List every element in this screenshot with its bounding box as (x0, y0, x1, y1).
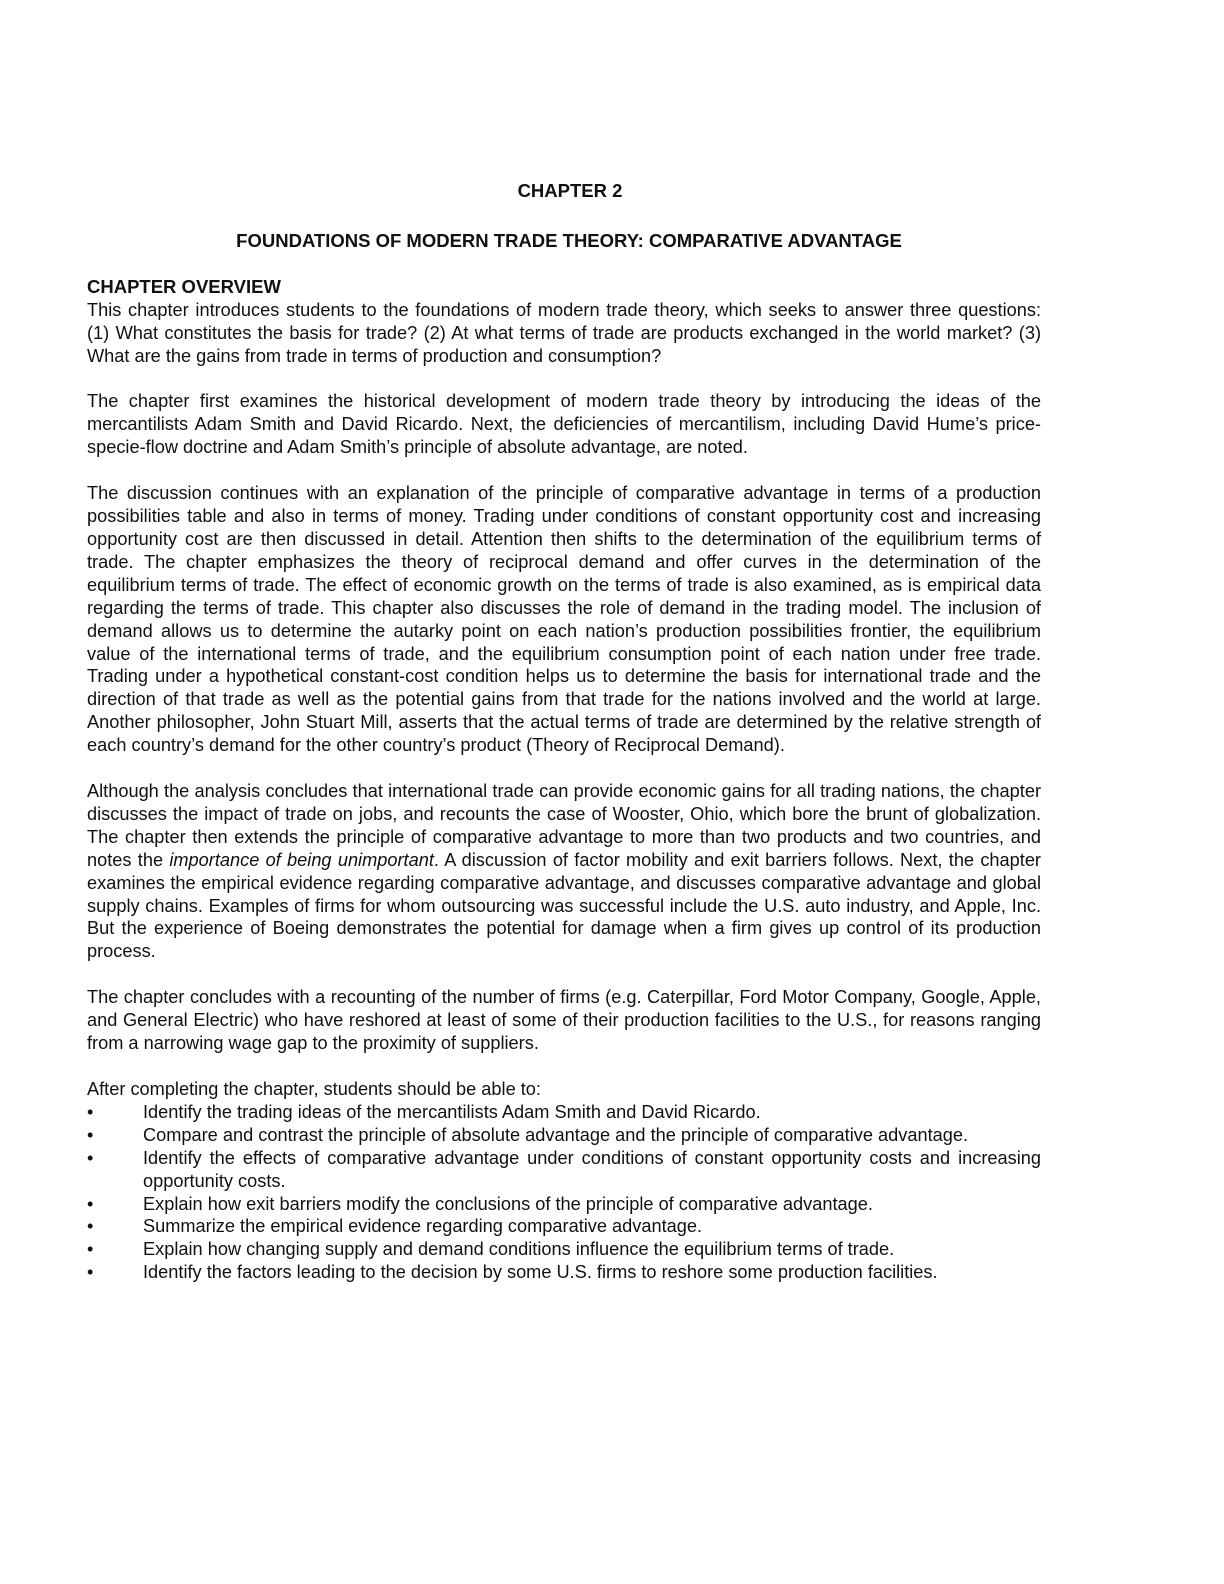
bullet-icon: • (87, 1239, 94, 1260)
bullet-icon: • (87, 1147, 94, 1168)
objective-item: • Explain how changing supply and demand conditions influence the equilibrium terms of trade. (87, 1239, 895, 1260)
objective-item: • Compare and contrast the principle of absolute advantage and the principle of comparative advantage. (87, 1124, 969, 1145)
document-page (87, 180, 1041, 1284)
objective-item: • Summarize the empirical evidence regarding comparative advantage. (87, 1216, 703, 1237)
paragraph-4-text-end: . A discussion of factor mobility and exit barriers follows. Next, the chapter examines the empirical evidence regarding comparative advantage, and discusses comparative advantage and global supply chains. Examples of firms for whom outsourcing was successful include the U.S. auto industry, and Apple, Inc. But the experience of Boeing demonstrates the potential for damage when a firm gives up control of its production process. (87, 849, 1041, 962)
bullet-icon: • (87, 1262, 94, 1283)
bullet-icon: • (87, 1101, 94, 1122)
objective-item: • Identify the effects of comparative advantage under conditions of constant opportunity costs and increasing opportunity costs. (87, 1147, 1041, 1191)
italic-phrase: importance of being unimportant (169, 849, 434, 870)
objective-item: • Identify the trading ideas of the mercantilists Adam Smith and David Ricardo. (87, 1101, 761, 1122)
bullet-icon: • (87, 1216, 94, 1237)
objective-item: • Explain how exit barriers modify the conclusions of the principle of comparative advantage. (87, 1193, 873, 1214)
chapter-title: FOUNDATIONS OF MODERN TRADE THEORY: COMPARATIVE ADVANTAGE (236, 229, 902, 251)
bullet-icon: • (87, 1124, 94, 1145)
objectives-intro: After completing the chapter, students should be able to: (87, 1079, 541, 1099)
overview-paragraph-3: The discussion continues with an explanation of the principle of comparative advantage in terms of a production possibilities table and also in terms of money. Trading under conditions of constant opportunity cost and increasing opportunity cost are then discussed in detail. Attention then shifts to the determination of the equilibrium terms of trade. The chapter emphasizes the theory of reciprocal demand and offer curves in the determination of the equilibrium terms of trade. The effect of economic growth on the terms of trade is also examined, as is empirical data regarding the terms of trade. This chapter also discusses the role of demand in the trading model. The inclusion of demand allows us to determine the autarky point on each nation’s production possibilities frontier, the equilibrium value of the international terms of trade, and the equilibrium consumption point of each nation under free trade. Trading under a hypothetical constant-cost condition helps us to determine the basis for international trade and the direction of that trade as well as the potential gains from that trade for the nations involved and the world at large. Another philosopher, John Stuart Mill, asserts that the actual terms of trade are determined by the relative strength of each country’s demand for the other country’s product (Theory of Reciprocal Demand). (87, 483, 1041, 756)
paragraph-4-text-start: Although the analysis concludes that international trade can provide economic gains for all trading nations, the chapter discusses the impact of trade on jobs, and recounts the case of Wooster, Ohio, which bore the brunt of globalization. The chapter then extends the principle of comparative advantage to more than two products and two countries, and notes the (87, 781, 1041, 870)
overview-paragraph-2: The chapter first examines the historical development of modern trade theory by introducing the ideas of the mercantilists Adam Smith and David Ricardo. Next, the deficiencies of mercantilism, including David Hume’s price-specie-flow doctrine and Adam Smith’s principle of absolute advantage, are noted. (87, 391, 1041, 458)
overview-paragraph-5: The chapter concludes with a recounting of the number of firms (e.g. Caterpillar, Ford Motor Company, Google, Apple, and General Electric) who have reshored at least of some of their production facilities to the U.S., for reasons ranging from a narrowing wage gap to the proximity of suppliers. (87, 987, 1041, 1054)
overview-paragraph-4 (87, 780, 1041, 963)
objectives-list (87, 1101, 1041, 1284)
chapter-number: CHAPTER 2 (517, 180, 623, 201)
overview-paragraph-1: This chapter introduces students to the foundations of modern trade theory, which seeks to answer three questions: (1) What constitutes the basis for trade? (2) At what terms of trade are products exchanged in the world market? (3) What are the gains from trade in terms of production and consumption? (87, 299, 1041, 366)
section-heading: CHAPTER OVERVIEW (87, 275, 281, 297)
bullet-icon: • (87, 1193, 94, 1214)
objective-item: • Identify the factors leading to the decision by some U.S. firms to reshore some production facilities. (87, 1262, 938, 1283)
